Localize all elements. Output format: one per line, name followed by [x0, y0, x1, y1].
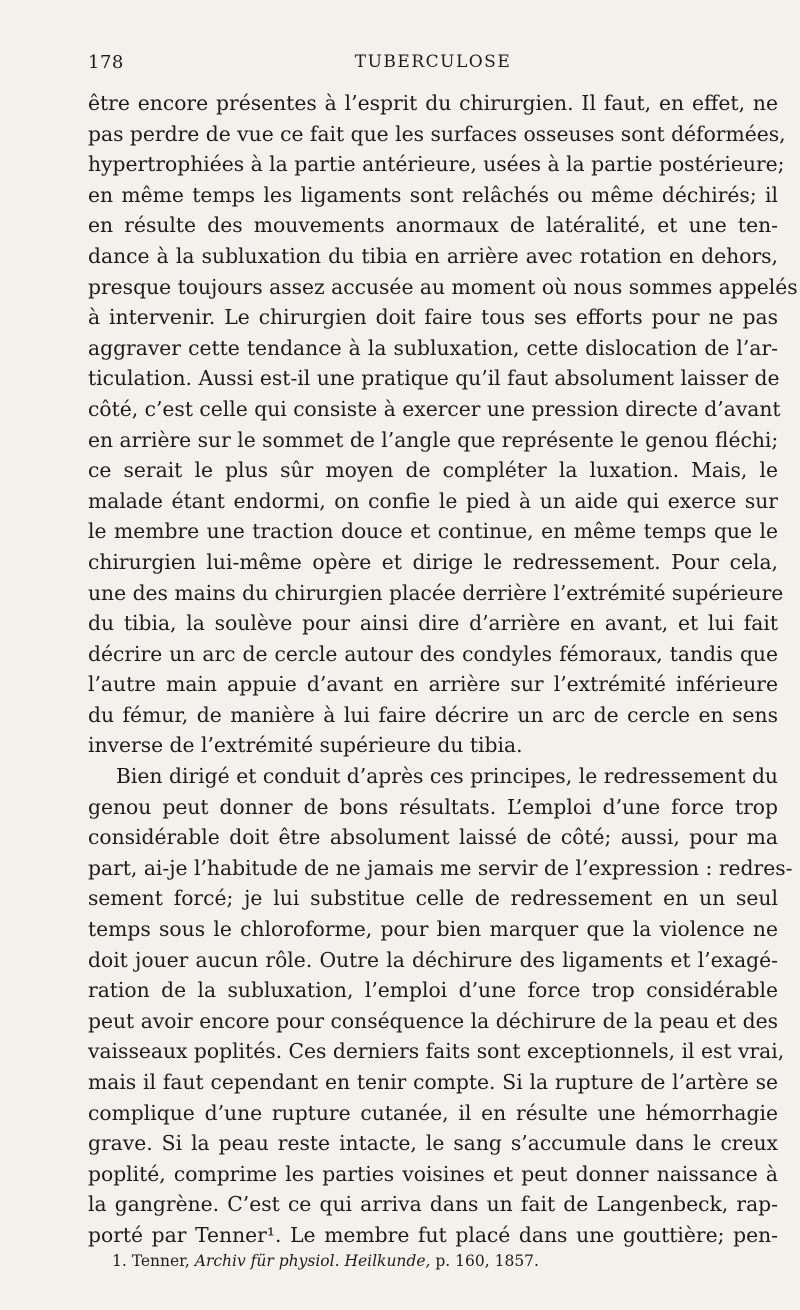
footnote: [112, 1249, 778, 1273]
text-line: être encore présentes à l’esprit du chirurgien. Il faut, en effet, ne: [88, 91, 778, 115]
text-line: mais il faut cependant en tenir compte. Si la rupture de l’artère se: [88, 1070, 778, 1094]
text-line: vaisseaux poplités. Ces derniers faits sont exceptionnels, il est vrai,: [88, 1039, 785, 1064]
paragraph-first-line: Bien dirigé et conduit d’après ces principes, le redressement du: [116, 764, 778, 789]
text-line: pas perdre de vue ce fait que les surfaces osseuses sont déformées,: [88, 121, 786, 146]
text-line: du tibia, la soulève pour ainsi dire d’arrière en avant, et lui fait: [88, 611, 778, 636]
body-text: [88, 88, 798, 1251]
text-line: presque toujours assez accusée au moment où nous sommes appelés: [88, 274, 798, 299]
text-line: dance à la subluxation du tibia en arrière avec rotation en dehors,: [88, 243, 778, 268]
text-line: genou peut donner de bons résultats. L’emploi d’une force trop: [88, 794, 778, 819]
running-head: [88, 52, 778, 80]
text-line: décrire un arc de cercle autour des condyles fémoraux, tandis que: [88, 641, 778, 666]
text-line: aggraver cette tendance à la subluxation, cette dislocation de l’ar-: [88, 335, 778, 360]
paragraph-last-line: inverse de l’extrémité supérieure du tibia.: [88, 733, 523, 758]
text-line: peut avoir encore pour conséquence la déchirure de la peau et des: [88, 1008, 778, 1033]
text-line: considérable doit être absolument laissé de côté; aussi, pour ma: [88, 825, 778, 850]
text-line: l’autre main appuie d’avant en arrière sur l’extrémité inférieure: [88, 672, 778, 697]
text-line: porté par Tenner¹. Le membre fut placé dans une gouttière; pen-: [88, 1222, 778, 1247]
text-line: la gangrène. C’est ce qui arriva dans un fait de Langenbeck, rap-: [88, 1192, 778, 1217]
text-line: ce serait le plus sûr moyen de compléter la luxation. Mais, le: [88, 458, 778, 483]
footnote-marker: 1.: [112, 1252, 127, 1270]
text-line: temps sous le chloroforme, pour bien marquer que la violence ne: [88, 917, 778, 942]
text-line: malade étant endormi, on confie le pied à un aide qui exerce sur: [88, 488, 778, 513]
text-line: côté, c’est celle qui consiste à exercer une pression directe d’avant: [88, 396, 781, 421]
text-line: en résulte des mouvements anormaux de latéralité, et une ten-: [88, 213, 778, 238]
text-line: du fémur, de manière à lui faire décrire un arc de cercle en sens: [88, 702, 778, 727]
page-number: 178: [88, 52, 124, 73]
footnote-details: p. 160, 1857.: [435, 1252, 539, 1270]
text-line: ticulation. Aussi est-il une pratique qu’il faut absolument laisser de: [88, 366, 780, 391]
text-line: hypertrophiées à la partie antérieure, usées à la partie postérieure;: [88, 152, 785, 177]
text-line: grave. Si la peau reste intacte, le sang s’accumule dans le creux: [88, 1131, 778, 1156]
text-line: sement forcé; je lui substitue celle de redressement en un seul: [88, 886, 778, 911]
footnote-author: Tenner,: [131, 1252, 190, 1270]
text-line: poplité, comprime les parties voisines et peut donner naissance à: [88, 1161, 778, 1186]
running-title: TUBERCULOSE: [354, 52, 512, 72]
text-line: part, ai-je l’habitude de ne jamais me servir de l’expression : redres-: [88, 855, 793, 880]
text-line: en arrière sur le sommet de l’angle que représente le genou fléchi;: [88, 427, 779, 452]
text-line: ration de la subluxation, l’emploi d’une force trop considérable: [88, 978, 778, 1003]
footnote-journal: Archiv für physiol. Heilkunde,: [194, 1252, 431, 1270]
text-line: chirurgien lui-même opère et dirige le redressement. Pour cela,: [88, 549, 778, 574]
text-line: une des mains du chirurgien placée derrière l’extrémité supérieure: [88, 580, 784, 605]
text-line: le membre une traction douce et continue, en même temps que le: [88, 519, 778, 544]
text-line: en même temps les ligaments sont relâchés ou même déchirés; il: [88, 182, 778, 207]
text-line: complique d’une rupture cutanée, il en résulte une hémorrhagie: [88, 1100, 778, 1125]
text-line: à intervenir. Le chirurgien doit faire tous ses efforts pour ne pas: [88, 305, 778, 330]
text-line: doit jouer aucun rôle. Outre la déchirure des ligaments et l’exagé-: [88, 947, 778, 972]
